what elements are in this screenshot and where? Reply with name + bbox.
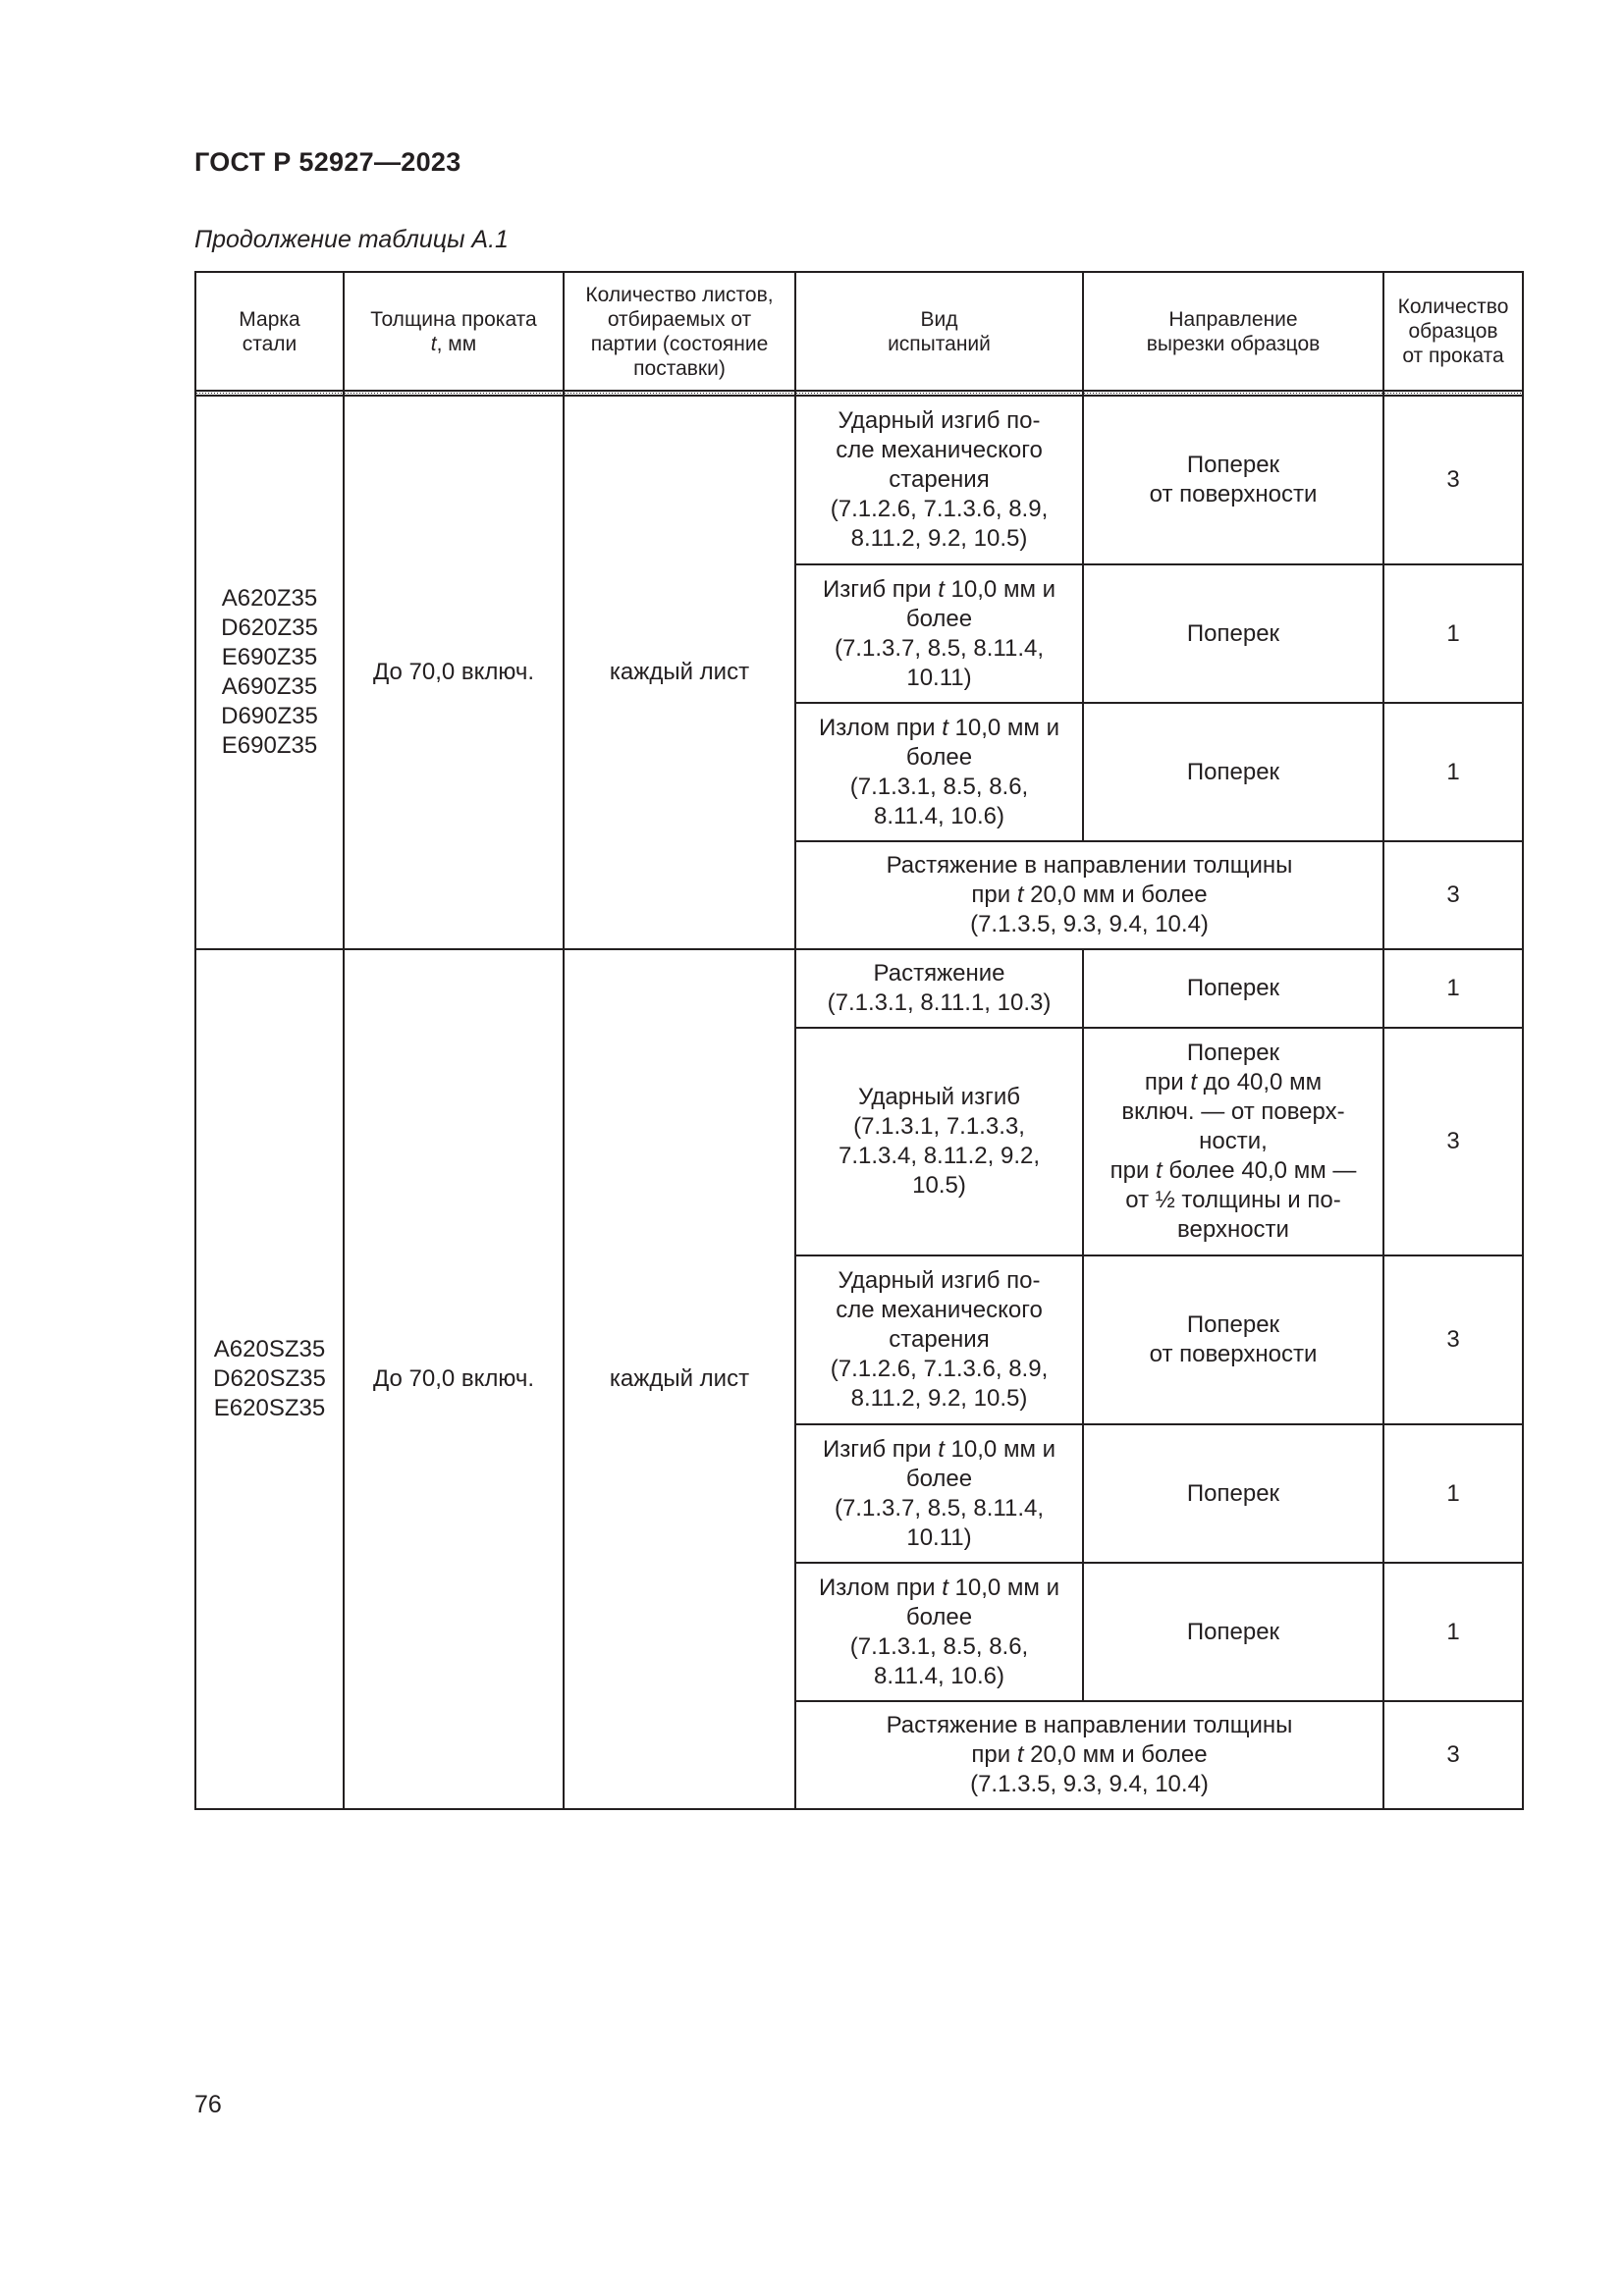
test-type-cell: Излом при t 10,0 мм и более (7.1.3.1, 8.5, 8.6, 8.11.4, 10.6) <box>795 703 1083 841</box>
test-type-cell: Изгиб при t 10,0 мм и более (7.1.3.7, 8.5, 8.11.4, 10.11) <box>795 1424 1083 1563</box>
test-type-cell: Изгиб при t 10,0 мм и более (7.1.3.7, 8.5, 8.11.4, 10.11) <box>795 564 1083 703</box>
sample-count-cell: 1 <box>1383 949 1523 1028</box>
table-caption: Продолжение таблицы А.1 <box>194 226 509 253</box>
specimen-table <box>194 271 1524 1810</box>
test-type-cell: Растяжение (7.1.3.1, 8.11.1, 10.3) <box>795 949 1083 1028</box>
sample-count-cell: 3 <box>1383 396 1523 564</box>
col-header-sample-count: Количество образцов от проката <box>1383 272 1523 391</box>
steel-grade-cell: A620SZ35 D620SZ35 E620SZ35 <box>195 949 344 1809</box>
header-row <box>195 272 1523 391</box>
sheet-count-cell: каждый лист <box>564 949 795 1809</box>
col-header-thickness: Толщина проката t, мм <box>344 272 564 391</box>
test-type-cell: Ударный изгиб (7.1.3.1, 7.1.3.3, 7.1.3.4, 8.11.2, 9.2, 10.5) <box>795 1028 1083 1255</box>
document-id: ГОСТ Р 52927—2023 <box>194 147 461 177</box>
col-header-test-type: Вид испытаний <box>795 272 1083 391</box>
cut-direction-cell: Поперек <box>1083 564 1383 703</box>
page-number: 76 <box>194 2091 222 2118</box>
col-header-cut-direction: Направление вырезки образцов <box>1083 272 1383 391</box>
col-header-steel-grade: Марка стали <box>195 272 344 391</box>
cut-direction-cell: Поперек <box>1083 949 1383 1028</box>
sample-count-cell: 3 <box>1383 841 1523 949</box>
merged-test-cell: Растяжение в направлении толщины при t 20,0 мм и более (7.1.3.5, 9.3, 9.4, 10.4) <box>795 841 1383 949</box>
thickness-cell: До 70,0 включ. <box>344 949 564 1809</box>
cut-direction-cell: Поперек от поверхности <box>1083 396 1383 564</box>
cut-direction-cell: Поперек при t до 40,0 мм включ. — от поверх- ности, при t более 40,0 мм — от ½ толщины и по- верхности <box>1083 1028 1383 1255</box>
col-header-sheet-count: Количество листов, отбираемых от партии (состояние поставки) <box>564 272 795 391</box>
merged-test-cell: Растяжение в направлении толщины при t 20,0 мм и более (7.1.3.5, 9.3, 9.4, 10.4) <box>795 1701 1383 1809</box>
cut-direction-cell: Поперек <box>1083 703 1383 841</box>
sample-count-cell: 1 <box>1383 1563 1523 1701</box>
sample-count-cell: 3 <box>1383 1028 1523 1255</box>
test-type-cell: Ударный изгиб по- сле механического старения (7.1.2.6, 7.1.3.6, 8.9, 8.11.2, 9.2, 10.5) <box>795 1255 1083 1424</box>
steel-grade-cell: A620Z35 D620Z35 E690Z35 A690Z35 D690Z35 E690Z35 <box>195 396 344 949</box>
sample-count-cell: 1 <box>1383 1424 1523 1563</box>
sample-count-cell: 1 <box>1383 703 1523 841</box>
thickness-cell: До 70,0 включ. <box>344 396 564 949</box>
sample-count-cell: 3 <box>1383 1255 1523 1424</box>
test-type-cell: Излом при t 10,0 мм и более (7.1.3.1, 8.5, 8.6, 8.11.4, 10.6) <box>795 1563 1083 1701</box>
cut-direction-cell: Поперек <box>1083 1563 1383 1701</box>
sample-count-cell: 1 <box>1383 564 1523 703</box>
sample-count-cell: 3 <box>1383 1701 1523 1809</box>
table-row <box>195 949 1523 1028</box>
sheet-count-cell: каждый лист <box>564 396 795 949</box>
cut-direction-cell: Поперек <box>1083 1424 1383 1563</box>
cut-direction-cell: Поперек от поверхности <box>1083 1255 1383 1424</box>
test-type-cell: Ударный изгиб по- сле механического старения (7.1.2.6, 7.1.3.6, 8.9, 8.11.2, 9.2, 10.5) <box>795 396 1083 564</box>
table-row <box>195 396 1523 564</box>
